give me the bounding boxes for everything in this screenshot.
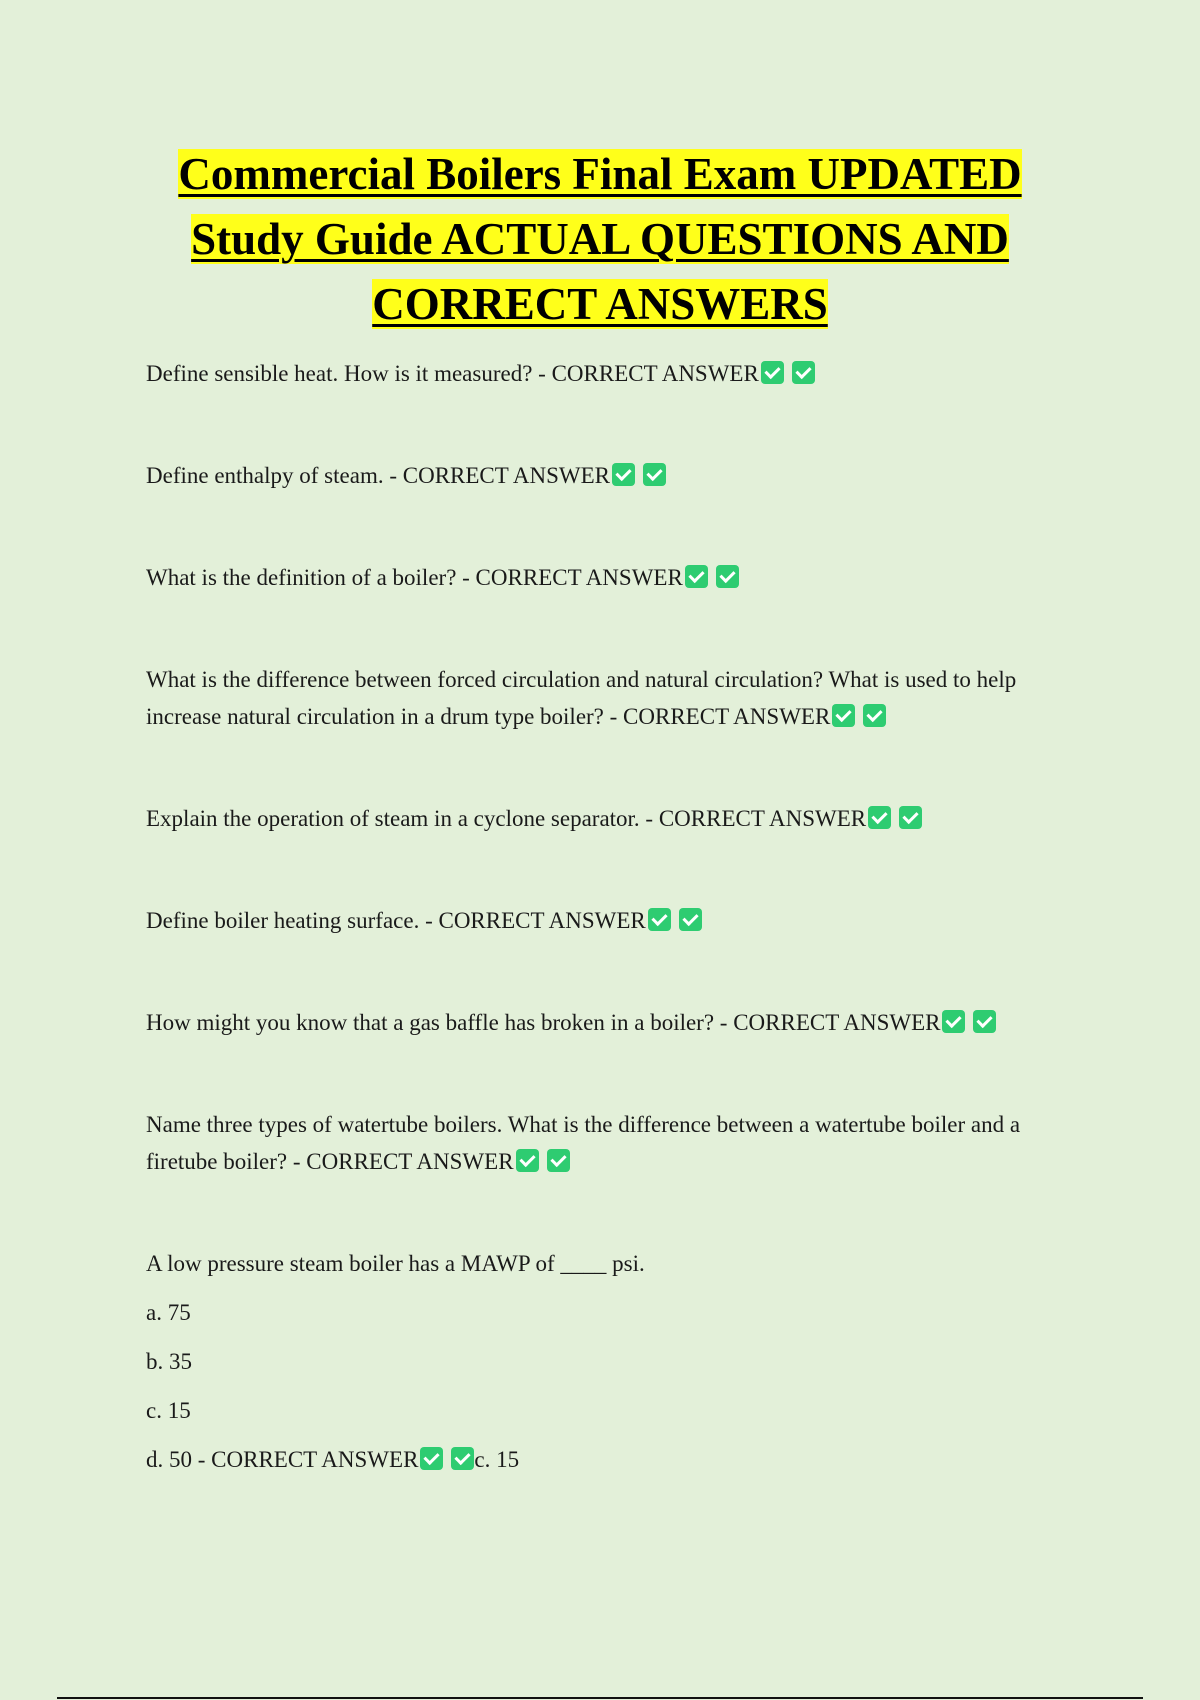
checkmark-icon <box>679 908 702 931</box>
question-2 <box>146 457 1066 494</box>
question-text: Define boiler heating surface. - CORRECT ANSWER <box>146 908 646 933</box>
checkmark-icon <box>716 565 739 588</box>
checkmark-icon <box>612 463 635 486</box>
checkmark-icon <box>643 463 666 486</box>
question-4 <box>146 661 1066 735</box>
mc-option-b: b. 35 <box>146 1349 192 1374</box>
checkmark-icon <box>451 1447 474 1470</box>
question-text: What is the difference between forced circulation and natural circulation? What is used to help increase natural circulation in a drum type boiler? - CORRECT ANSWER <box>146 667 1017 729</box>
mc-option-d <box>146 1441 1066 1478</box>
question-text: What is the definition of a boiler? - CORRECT ANSWER <box>146 565 683 590</box>
checkmark-icon <box>685 565 708 588</box>
question-text: Name three types of watertube boilers. What is the difference between a watertube boiler and a firetube boiler? - CORRECT ANSWER <box>146 1112 1021 1174</box>
checkmark-icon <box>420 1447 443 1470</box>
multiple-choice-question <box>146 1245 1066 1478</box>
mc-answer: c. 15 <box>474 1447 520 1472</box>
mc-stem: A low pressure steam boiler has a MAWP of ____ psi. <box>146 1251 645 1276</box>
question-1 <box>146 355 1066 392</box>
mc-option-c: c. 15 <box>146 1398 191 1423</box>
checkmark-icon <box>973 1010 996 1033</box>
checkmark-icon <box>868 806 891 829</box>
mc-option-a: a. 75 <box>146 1300 191 1325</box>
checkmark-icon <box>792 361 815 384</box>
title-text: Commercial Boilers Final Exam UPDATED Study Guide ACTUAL QUESTIONS AND CORRECT ANSWERS <box>178 149 1022 329</box>
question-text: Define sensible heat. How is it measured? - CORRECT ANSWER <box>146 361 759 386</box>
checkmark-icon <box>547 1149 570 1172</box>
question-text: Define enthalpy of steam. - CORRECT ANSWER <box>146 463 610 488</box>
checkmark-icon <box>648 908 671 931</box>
question-text: How might you know that a gas baffle has broken in a boiler? - CORRECT ANSWER <box>146 1010 941 1035</box>
mc-option-d-text: d. 50 - CORRECT ANSWER <box>146 1447 419 1472</box>
question-6 <box>146 902 1066 939</box>
question-7 <box>146 1004 1066 1041</box>
document-title <box>140 142 1060 337</box>
footer-divider <box>57 1697 1143 1699</box>
checkmark-icon <box>942 1010 965 1033</box>
checkmark-icon <box>761 361 784 384</box>
checkmark-icon <box>863 704 886 727</box>
question-3 <box>146 559 1066 596</box>
checkmark-icon <box>899 806 922 829</box>
question-5 <box>146 800 1066 837</box>
question-8 <box>146 1106 1066 1180</box>
checkmark-icon <box>516 1149 539 1172</box>
document-body <box>146 355 1066 1490</box>
checkmark-icon <box>832 704 855 727</box>
question-text: Explain the operation of steam in a cyclone separator. - CORRECT ANSWER <box>146 806 867 831</box>
